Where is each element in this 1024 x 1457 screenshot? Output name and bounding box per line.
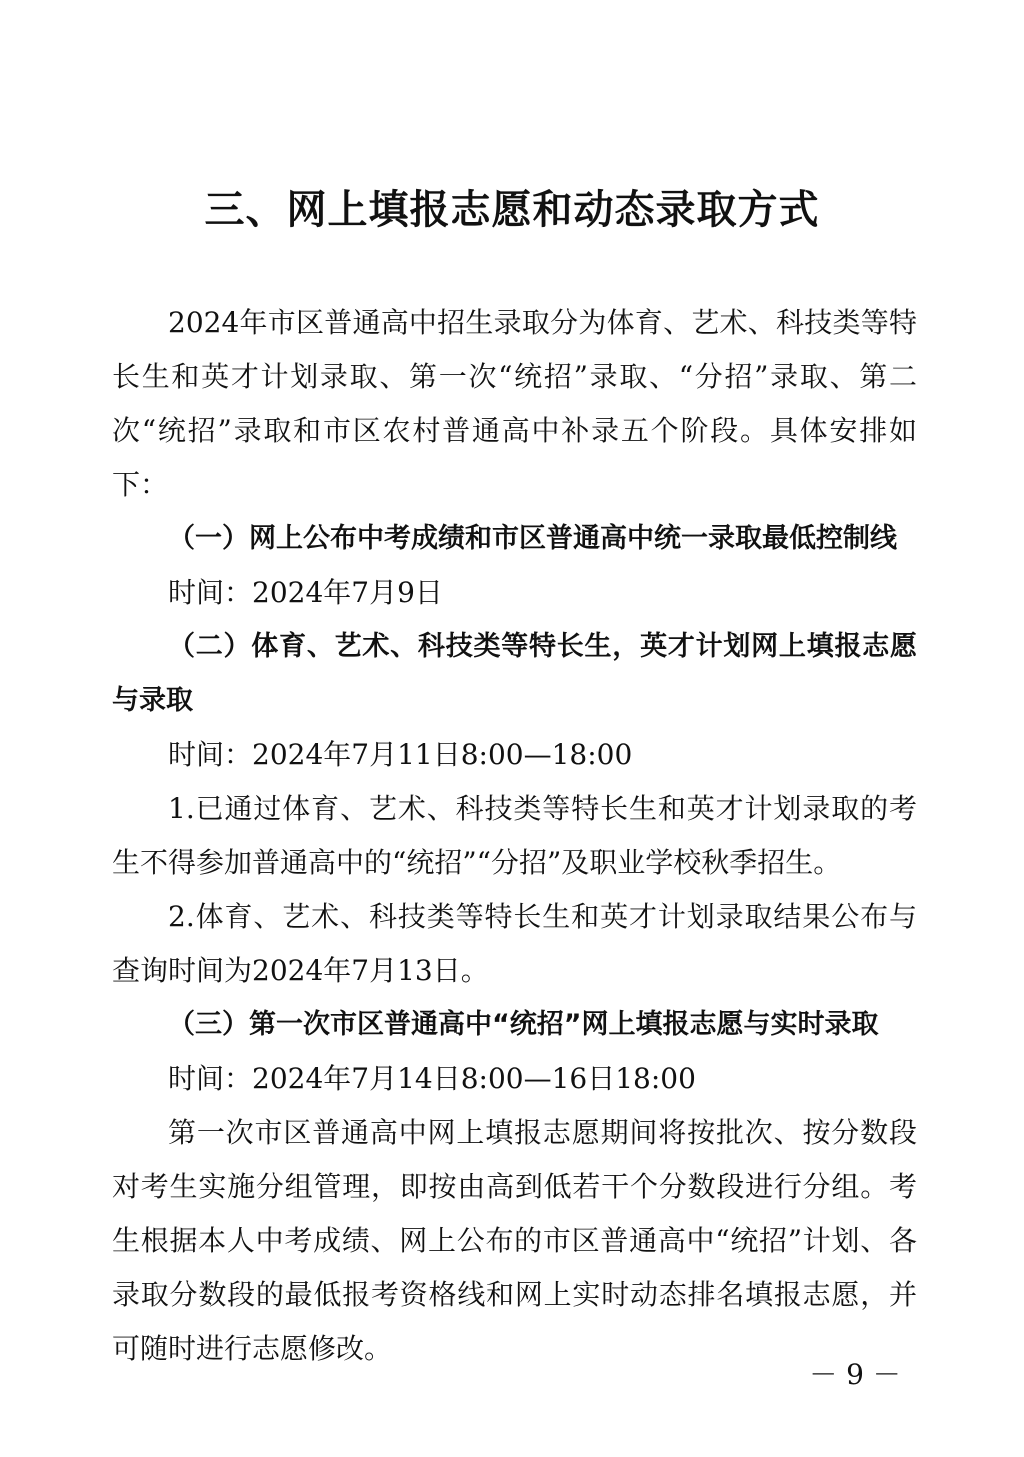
section-2-time: 时间：2024年7月11日8:00—18:00 (168, 738, 633, 771)
section-2-item-2: 2.体育、艺术、科技类等特长生和英才计划录取结果公布与查询时间为2024年7月13日。 (112, 900, 917, 987)
document-body (112, 296, 917, 1376)
section-3-time: 时间：2024年7月14日8:00—16日18:00 (168, 1062, 696, 1095)
section-heading-1: （一）网上公布中考成绩和市区普通高中统一录取最低控制线 (168, 523, 897, 554)
section-heading-2: （二）体育、艺术、科技类等特长生，英才计划网上填报志愿与录取 (112, 631, 917, 716)
section-3-description: 第一次市区普通高中网上填报志愿期间将按批次、按分数段对考生实施分组管理，即按由高到低若干个分数段进行分组。考生根据本人中考成绩、网上公布的市区普通高中“统招”计划、各录取分数段的最低报考资格线和网上实时动态排名填报志愿，并可随时进行志愿修改。 (112, 1116, 917, 1365)
page-title: 三、网上填报志愿和动态录取方式 (204, 186, 820, 233)
page-number: － 9 － (809, 1358, 901, 1391)
section-heading-3: （三）第一次市区普通高中“统招”网上填报志愿与实时录取 (168, 1009, 879, 1040)
section-2-item-1: 1.已通过体育、艺术、科技类等特长生和英才计划录取的考生不得参加普通高中的“统招”“分招”及职业学校秋季招生。 (112, 792, 917, 879)
intro-paragraph: 2024年市区普通高中招生录取分为体育、艺术、科技类等特长生和英才计划录取、第一次“统招”录取、“分招”录取、第二次“统招”录取和市区农村普通高中补录五个阶段。具体安排如下： (112, 306, 917, 501)
section-1-time: 时间：2024年7月9日 (168, 576, 443, 609)
